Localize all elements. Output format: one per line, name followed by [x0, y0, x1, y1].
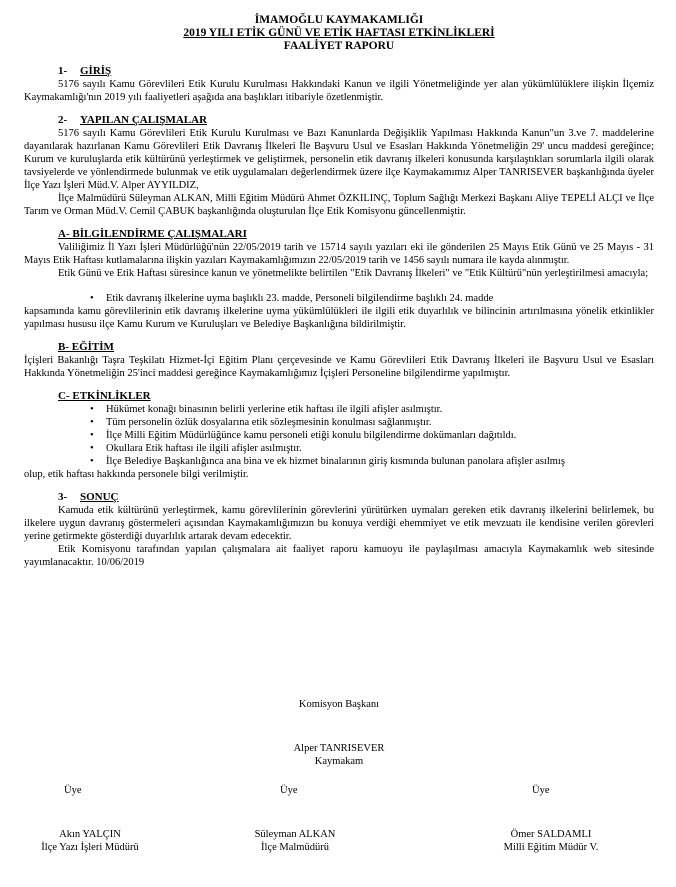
- section-giris: [24, 65, 654, 104]
- member-signature-3: [476, 828, 626, 854]
- list-item: • Etik davranış ilkelerine uyma başlıklı 23. madde, Personeli bilgilendirme başlıklı 24. madde: [24, 292, 654, 305]
- member-role: İlçe Yazı İşleri Müdürü: [41, 842, 139, 853]
- list-item: • İlçe Milli Eğitim Müdürlüğünce kamu personeli etiği konulu bilgilendirme dokümanları dağıtıldı.: [24, 429, 654, 442]
- section-giris-heading: 1- GİRİŞ: [58, 65, 112, 77]
- member-name: Süleyman ALKAN: [254, 829, 336, 840]
- chair-role: Kaymakam: [314, 756, 364, 767]
- member-label-1: Üye: [64, 785, 82, 796]
- member-name: Ömer SALDAMLI: [510, 829, 592, 840]
- section-etkinlikler-heading: C- ETKİNLİKLER: [58, 390, 151, 402]
- member-name: Akın YALÇIN: [59, 829, 121, 840]
- member-signature-2: [230, 828, 360, 854]
- section-bilgilendirme-text-2: Etik Günü ve Etik Haftası süresince kanun ve yönetmelikte belirtilen "Etik Davranış İlkeleri" ve "Etik Kültürü"nün yerleştirilmesi amacıyla;: [58, 268, 649, 279]
- section-yapilan-heading: 2- YAPILAN ÇALIŞMALAR: [58, 114, 208, 126]
- section-yapilan-text: 5176 sayılı Kamu Görevlileri Etik Kurulu Kurulması ve Bazı Kanunlarda Değişiklik Yapılması Hakkında Kanun"un 3.ve 7. maddelerine dayanılarak hazırlanan Kamu Görevlileri Etik Davranış İlkeleri İle Başvuru Usul ve Esasları Hakkında Yönetmeliğin 29' uncu maddesi gereğince; Kurum ve kuruluşlarda etik kültürünü yerleştirmek ve geliştirmek, personelin etik davranış ilkeleri konusunda karşılaştıkları sorumlarla ilgili olarak tavsiyelerde ve yönlendirmede bulunmak ve etik uygulamaları değerlendirmek üzere ilçe Kaymakamımız Alper TANRISEVER başkanlığında üyeler İlçe Yazı İşleri Müd.V. Alper AYYILDIZ,: [24, 128, 654, 191]
- section-etkinlikler: [24, 390, 654, 481]
- list-item: • İlçe Belediye Başkanlığınca ana bina ve ek hizmet binalarının giriş kısmında bulunan panolara afişler asılmış: [24, 455, 654, 468]
- section-bilgilendirme-heading: A- BİLGİLENDİRME ÇALIŞMALARI: [58, 228, 247, 240]
- section-sonuc-text-2: Etik Komisyonu tarafından yapılan çalışmalara ait faaliyet raporu kamuoyu ile paylaşılması amacıyla Kaymakamlık web sitesinde yayımlanacaktır. 10/06/2019: [24, 544, 654, 568]
- chair-name: Alper TANRISEVER: [293, 743, 385, 754]
- section-sonuc: [24, 491, 654, 569]
- section-sonuc-text: Kamuda etik kültürünü yerleştirmek, kamu görevlilerinin görevlerini yürütürken uymaları gereken etik davranış ilkelerini belirlemek, bu ilkelere uygun davranış göstermeleri açısından Kaymakamlığımızın bu konuya verdiği ehemmiyet ve etik mevzuatı ile kendisine verilen görevleri yerine getirmekte gösterdiği duyarlılık artarak devam edecektir.: [24, 505, 654, 542]
- member-role: İlçe Malmüdürü: [261, 842, 329, 853]
- list-item: • Tüm personelin özlük dosyalarına etik sözleşmesinin konulması sağlanmıştır.: [24, 416, 654, 429]
- bilgilendirme-list: [24, 292, 654, 305]
- section-bilgilendirme: [24, 228, 654, 331]
- member-label-3: Üye: [532, 785, 550, 796]
- section-egitim: [24, 341, 654, 380]
- section-bilgilendirme-text-3: kapsamında kamu görevlilerinin etik davranış ilkelerine uyma yükümlülükleri ile ilgili etik duyarlılık ve bilincinin artırılmasına yönelik etkinlikler yapılması hususu ilçe Kamu Kurum ve Kuruluşları ve Belediye Başkanlığına bildirilmiştir.: [24, 306, 654, 330]
- document-header: [24, 14, 654, 53]
- list-item: • Okullara Etik haftası ile ilgili afişler asılmıştır.: [24, 442, 654, 455]
- section-bilgilendirme-text: Valiliğimiz İl Yazı İşleri Müdürlüğü'nün 22/05/2019 tarih ve 15714 sayılı yazıları eki ile gönderilen 25 Mayıs Etik Günü ve 25 Mayıs - 31 Mayıs Etik Haftası kutlamalarına ilişkin yazıları Kaymakamlığımızın 22/05/2019 tarih ve 1456 sayılı numara ile kayda alınmıştır.: [24, 242, 654, 266]
- header-report-title: FAALİYET RAPORU: [283, 40, 395, 52]
- section-egitim-heading: B- EĞİTİM: [58, 341, 114, 353]
- member-label-2: Üye: [280, 785, 298, 796]
- chair-title: Komisyon Başkanı: [298, 699, 380, 710]
- section-yapilan: [24, 114, 654, 218]
- member-signature-1: [20, 828, 160, 854]
- list-item: • Hükümet konağı binasının belirli yerlerine etik haftası ile ilgili afişler asılmıştır.: [24, 403, 654, 416]
- etkinlikler-list: [24, 403, 654, 468]
- header-institution: İMAMOĞLU KAYMAKAMLIĞI: [254, 14, 424, 26]
- section-etkinlikler-tail: olup, etik haftası hakkında personele bilgi verilmiştir.: [24, 469, 249, 480]
- header-event-title: 2019 YILI ETİK GÜNÜ VE ETİK HAFTASI ETKİNLİKLERİ: [183, 27, 495, 39]
- section-yapilan-text-2: İlçe Malmüdürü Süleyman ALKAN, Milli Eğitim Müdürü Ahmet ÖZKILINÇ, Toplum Sağlığı Merkezi Başkanı Aliye TEPELİ ALÇI ve İlçe Tarım ve Orman Müd.V. Cemil ÇABUK başkanlığında oluşturulan İlçe Etik Komisyonu güncellenmiştir.: [24, 193, 654, 217]
- document-page: [24, 14, 654, 579]
- member-role: Milli Eğitim Müdür V.: [503, 842, 599, 853]
- section-egitim-text: İçişleri Bakanlığı Taşra Teşkilatı Hizmet-İçi Eğitim Planı çerçevesinde ve Kamu Görevlileri Etik Davranış İlkeleri ile Başvuru Usul ve Esasları Hakkında Yönetmeliğin 25'inci maddesi gereğince Kaymakamlığımız İçişleri Personeline bilgilendirme yapılmıştır.: [24, 355, 654, 379]
- section-sonuc-heading: 3- SONUÇ: [58, 491, 119, 503]
- section-giris-text: 5176 sayılı Kamu Görevlileri Etik Kurulu Kurulması Hakkındaki Kanun ve ilgili Yönetmeliğinde yer alan yükümlülüklere ilişkin İlçemiz Kaymakamlığı'nın 2019 yılı faaliyetleri aşağıda ana başlıkları itibariyle özetlenmiştir.: [24, 79, 654, 103]
